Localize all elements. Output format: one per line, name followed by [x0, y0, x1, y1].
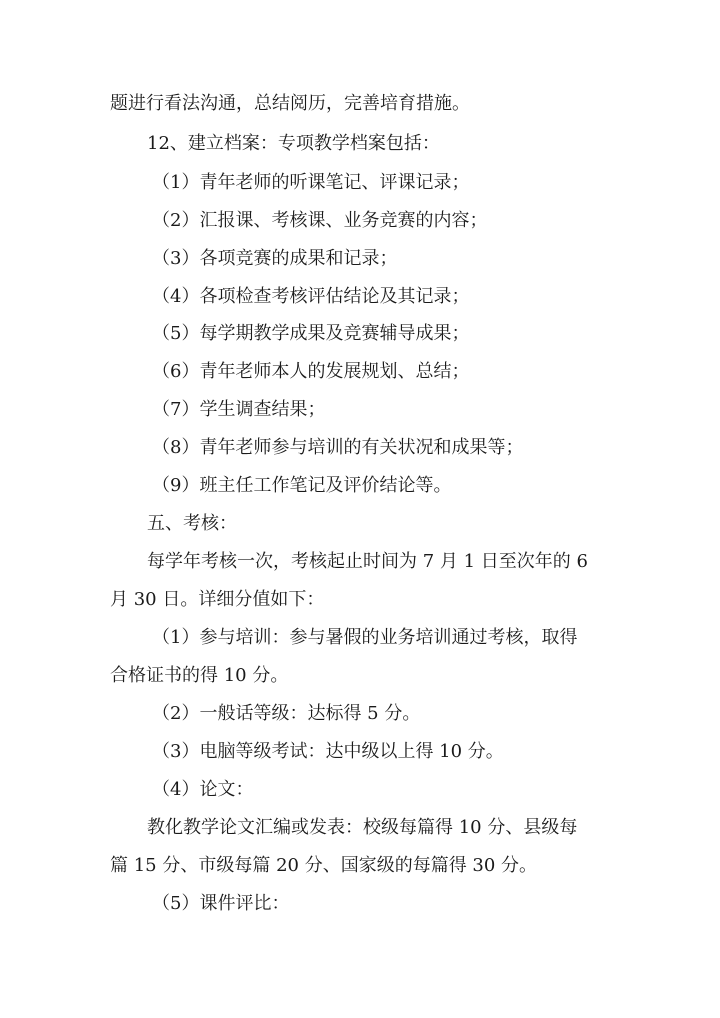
list-item: （1）青年老师的听课笔记、评课记录；: [152, 172, 470, 193]
list-item: （4）论文：: [152, 779, 254, 800]
section-heading-archive: 12、建立档案：专项教学档案包括：: [147, 133, 440, 154]
paragraph-line: 每学年考核一次，考核起止时间为 7 月 1 日至次年的 6: [147, 551, 588, 572]
paragraph-line: 篇 15 分、市级每篇 20 分、国家级的每篇得 30 分。: [110, 855, 538, 876]
list-item: （3）电脑等级考试：达中级以上得 10 分。: [152, 741, 504, 762]
list-item: （2）一般话等级：达标得 5 分。: [152, 703, 421, 724]
section-heading-assessment: 五、考核：: [147, 513, 237, 534]
list-item: （6）青年老师本人的发展规划、总结；: [152, 361, 470, 382]
list-item: （2）汇报课、考核课、业务竞赛的内容；: [152, 210, 488, 231]
text-line-1: 题进行看法沟通，总结阅历，完善培育措施。: [110, 93, 470, 114]
list-item: （5）每学期教学成果及竞赛辅导成果；: [152, 323, 470, 344]
list-item: （3）各项竞赛的成果和记录；: [152, 248, 398, 269]
list-item: （7）学生调查结果；: [152, 399, 326, 420]
paragraph-line: 月 30 日。详细分值如下：: [110, 589, 325, 610]
list-item: （8）青年老师参与培训的有关状况和成果等；: [152, 437, 524, 458]
paragraph-line: 教化教学论文汇编或发表：校级每篇得 10 分、县级每: [147, 817, 578, 838]
list-item: （5）课件评比：: [152, 893, 290, 914]
list-item: （9）班主任工作笔记及评价结论等。: [152, 475, 452, 496]
list-item: （1）参与培训：参与暑假的业务培训通过考核，取得: [152, 627, 578, 648]
paragraph-line: 合格证书的得 10 分。: [110, 665, 289, 686]
list-item: （4）各项检查考核评估结论及其记录；: [152, 286, 470, 307]
